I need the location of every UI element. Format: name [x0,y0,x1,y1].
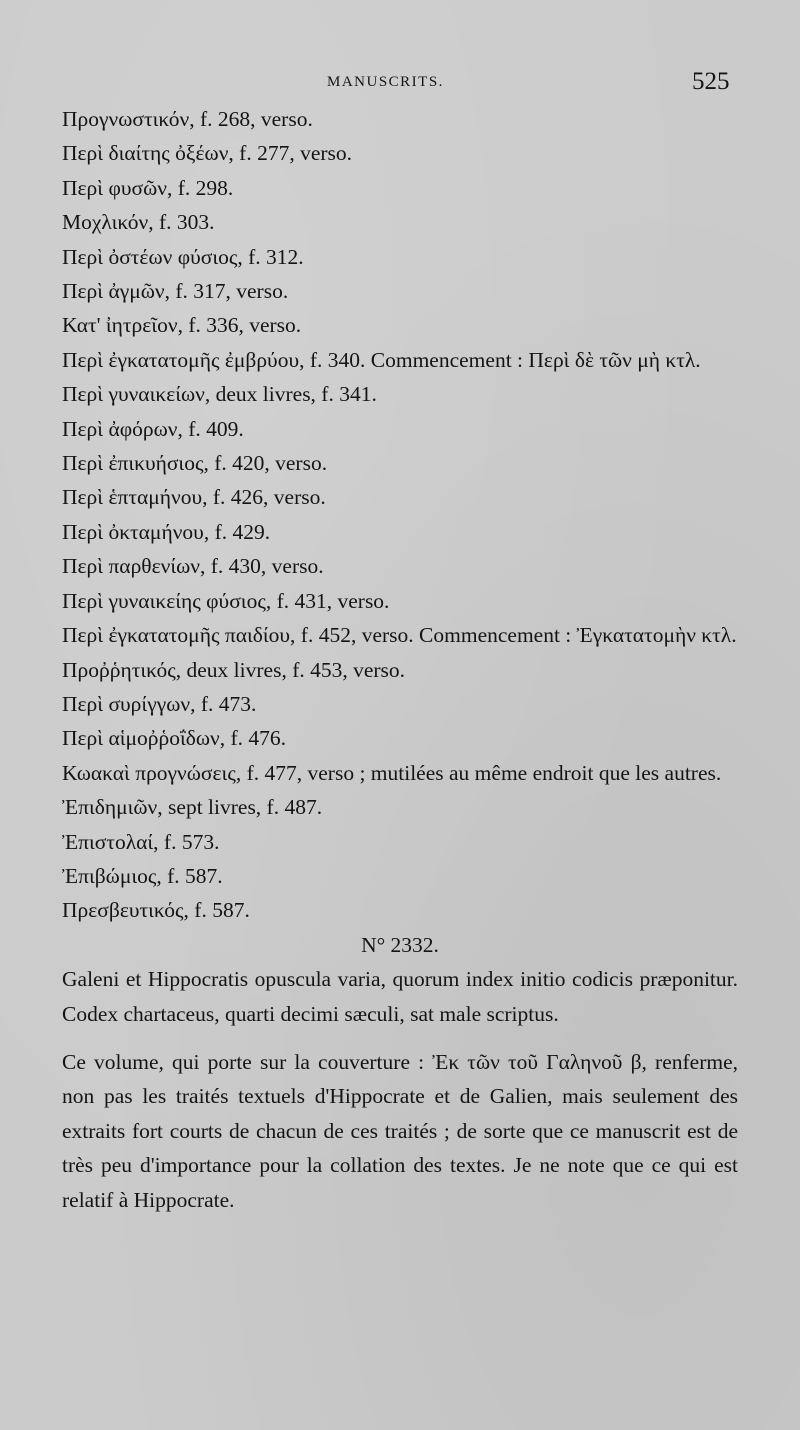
list-item: Περὶ γυναικείων, deux livres, f. 341. [62,382,377,407]
page-body [62,102,738,1217]
list-item: Προῤῥητικός, deux livres, f. 453, verso. [62,657,406,682]
list-item: Ἐπιδημιῶν, sept livres, f. 487. [62,795,323,820]
list-item: Περὶ ἀφόρων, f. 409. [62,416,244,441]
manuscript-description: Galeni et Hippocratis opuscula varia, quorum index initio codicis præponitur. Codex chartaceus, quarti decimi sæculi, sat male scriptus. [62,967,738,1026]
list-item: Μοχλικόν, f. 303. [62,210,215,235]
running-head [0,68,800,100]
list-item: Περὶ ὀστέων φύσιος, f. 312. [62,244,304,269]
list-item: Ἐπιστολαί, f. 573. [62,829,220,854]
list-item: Ἐπιβώμιος, f. 587. [62,863,223,888]
list-item: Περὶ αἱμοῤῥοΐδων, f. 476. [62,726,287,751]
section-heading: N° 2332. [361,932,439,957]
list-item: Περὶ διαίτης ὀξέων, f. 277, verso. [62,141,353,166]
manuscript-note: Ce volume, qui porte sur la couverture : Ἐκ τῶν τοῦ Γαληνοῦ β, renferme, non pas les traités textuels d'Hippocrate et de Galien, mais seulement des extraits fort courts de chacun de ces traités ; de sorte que ce manuscrit est de très peu d'importance pour la collation des textes. Je ne note que ce qui est relatif à Hippocrate. [62,1049,738,1212]
running-title: MANUSCRITS. [327,74,444,90]
list-item: Περὶ ἑπταμήνου, f. 426, verso. [62,485,326,510]
page-number: 525 [692,68,730,95]
list-item: Περὶ ἀγμῶν, f. 317, verso. [62,279,289,304]
list-item: Περὶ φυσῶν, f. 298. [62,175,234,200]
list-item: Περὶ γυναικείης φύσιος, f. 431, verso. [62,588,390,613]
list-item: Κωακαὶ προγνώσεις, f. 477, verso ; mutilées au même endroit que les autres. [62,760,722,785]
list-item: Περὶ ὀκταμήνου, f. 429. [62,519,271,544]
list-item: Πρεσβευτικός, f. 587. [62,898,250,923]
list-item: Κατ' ἰητρεῖον, f. 336, verso. [62,313,302,338]
list-item: Περὶ ἐπικυήσιος, f. 420, verso. [62,451,328,476]
list-item: Προγνωστικόν, f. 268, verso. [62,107,313,131]
list-item: Περὶ συρίγγων, f. 473. [62,691,257,716]
list-item: Περὶ παρθενίων, f. 430, verso. [62,554,324,579]
list-item: Περὶ ἐγκατατομῆς παιδίου, f. 452, verso. Commencement : Ἐγκατατομὴν κτλ. [62,623,737,648]
list-item: Περὶ ἐγκατατομῆς ἐμβρύου, f. 340. Commencement : Περὶ δὲ τῶν μὴ κτλ. [62,347,701,372]
